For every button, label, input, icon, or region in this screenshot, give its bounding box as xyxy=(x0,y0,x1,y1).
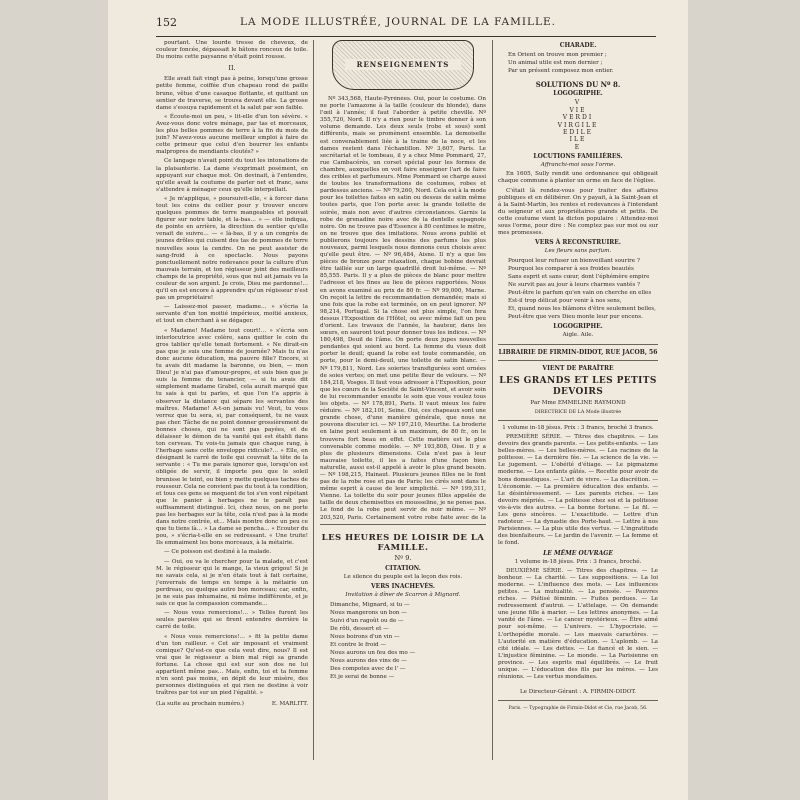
story-paragraph: — Oui, ou va le chercher pour la malade, et c'est M. le régisseur qui le mange, la vieux grigou! Si je ne savais cela, si je n'en étais tout à fait certaine, j'enverrais de temps en temps à la métairie un perdreau, ou quelque autre bon morceau; car, enfin, je ne suis pas inhumaine, ni même indifférente, et je sais ce que la compassion commande… xyxy=(156,558,308,608)
charade-label: CHARADE. xyxy=(559,42,597,49)
word-stack-line: EDILE xyxy=(563,128,593,136)
story-paragraph: — Laissez-moi passer, madame… » s'écria la servante d'un ton moitié impérieux, moitié anxieux, et tout en cherchant à se dégager. xyxy=(156,304,308,325)
story-paragraph: « Écoute-moi un peu, » lit-elle d'un ton sévère. « Avez-vous donc votre ménage, par tas et morceaux, les plus belles pommes de terre à la fin du mois de juin? N'avez-vous aucune meilleur emploi à faire de cette primeur que celui d'en bourrer les enfants malpropres de mendiants cloutés? » xyxy=(156,113,308,156)
section-rule xyxy=(498,360,658,361)
story-paragraph: « Je m'applique, » poursuivit-elle, « à forcer dans tout les coins du cellier pour y trouver encore quelques pommes de terre mangeables et pouvait figurer sur notre table, et la-bas… » — elle indiqua, de pointe en arrière, la direction du sentier qu'elle venait de suivre… — « là-bas, il y a un congrès de jeunes drôles qui cuisent des tas de pommes de terre nouvelles sous la cendre. On ne peut assister de sang-froid à ce spectacle. Nous payons ponctuellement notre redevance pour la culture d'un mauvais terrain, et ton régisseur joint des meilleurs champs de la propriété, sous que nul ait jamais vu la couleur de son argent. Je crois, Dieu me pardonne!… qu'il en est encore à apprendre qu'un régisseur n'est pas un propriétaire! xyxy=(156,195,308,302)
loisir-title: LES HEURES DE LOISIR DE LA FAMILLE. xyxy=(321,533,485,553)
word-stack-line: VERDI xyxy=(562,114,594,122)
citation-text: Le silence du peuple est la leçon des rois. xyxy=(343,574,463,581)
chapter-number: II. xyxy=(228,64,236,73)
director-signature: Le Directeur-Gérant : A. FIRMIN-DIDOT. xyxy=(519,689,637,696)
anecdote: En 1605, Sully rendit une ordonnance qui obligeait chaque commune à planter un orme en face de l'église. xyxy=(498,171,658,185)
charade-line: Un animal utile est mon dernier ; xyxy=(508,60,603,67)
book-author: Par Mme EMMELINE RAYMOND xyxy=(530,399,626,406)
column-divider-2 xyxy=(492,40,493,760)
story-paragraph: — Ce poisson est destiné à la malade. xyxy=(164,549,272,556)
section-rule xyxy=(498,420,658,421)
section-rule xyxy=(498,700,658,701)
verse-intro: Invitation à dîner de Scarron à Mignard. xyxy=(345,592,461,599)
word-stack-line: ILE xyxy=(569,136,587,144)
story-paragraph: — Nous vous remercions!… » Telles furent les seules paroles qui se firent entendre derrière le carré de toile. xyxy=(156,610,308,631)
book-title: LES GRANDS ET LES PETITS DEVOIRS xyxy=(499,375,657,397)
header-rule xyxy=(156,36,656,37)
vient-label: VIENT DE PARAÎTRE xyxy=(542,364,614,372)
citation-label: CITATION. xyxy=(385,565,421,573)
banner-title: RENSEIGNEMENTS xyxy=(345,59,461,70)
story-author: E. MARLITT. xyxy=(271,701,308,708)
running-title: LA MODE ILLUSTRÉE, JOURNAL DE LA FAMILLE. xyxy=(240,16,556,28)
printer-line: Paris. — Typographie de Firmin-Didot et Cie, rue Jacob, 56. xyxy=(508,706,648,712)
logogriphe-label: LOGOGRIPHE. xyxy=(553,90,603,98)
journal-page xyxy=(108,0,688,800)
charade-line: Par un présent composez mon entier. xyxy=(508,68,614,75)
story-intro: pourtant. Une lourde tresse de cheveux, de couleur foncée, dépassait le bâtons ronceux de toile. Du moins cette paysanne n'était point rousse. xyxy=(156,40,308,61)
vers-line: Pourquoi les comparer à ses froides beautés xyxy=(508,266,634,273)
to-be-continued: (La suite au prochain numéro.) xyxy=(156,701,244,708)
word-stack-line: VIRGILE xyxy=(557,121,599,129)
publisher-line: LIBRAIRIE DE FIRMIN-DIDOT, RUE JACOB, 56 xyxy=(498,348,658,356)
story-signoff xyxy=(156,701,308,708)
story-paragraph: Ce langage n'avait point du tout les intonations de la plaisanterie. La dame s'exprimait posément, en appuyant sur chaque mot. On devinait, à l'entendre, qu'elle avait la coutume de parler net et franc, sans s'attendre à ménager ceux qu'elle interpellait. xyxy=(156,158,308,193)
verse-line: Suivi d'un ragoût ou de — xyxy=(330,618,404,625)
verse-line: Et contre le froid — xyxy=(330,642,386,649)
word-stack xyxy=(498,99,658,151)
word-stack-line: VIE xyxy=(569,106,587,114)
book-author-role: DIRECTRICE DE LA Mode illustrée xyxy=(534,409,622,415)
book-description: PREMIÈRE SÉRIE. — Titres des chapitres. — Les devoirs des grands parents. — Les petits-enfants. — Les belles-mères. — Les belles-mères. — Les racines de la politesse. — La dernière fée. — La science de la vie. — Le jugement. — L'obéité d'étiage. — Le pigmaizme moderne. — Les enfants gâtés. — Recette pour avoir de bons domestiques. — L'art de vivre. — La discrétion. — L'économie. — La première éducation des enfants. — Le désintéressement. — Les parents riches. — Les devoirs mépriés. — La politesse chez soi et la politesse vis-à-vis des autres. — La bonne fortune. — Le fil. — Les gens sincères. — L'exactitude. — Lettre d'un radoteur. — La dynastie des Porte-haut. — Lettre à nos Parisiennes. — La plus utile des vertus. — L'ingratitude des bienfaiteurs. — Le jardin de l'avenir. — La femme et le fond. xyxy=(498,434,658,547)
column-divider-1 xyxy=(313,40,314,760)
answers-text: Nº 343,568, Haute-Pyrénées. Oui, pour le costume. On ne porte l'amazone à la taille (couleur du blonde), dans l'œil à l'année; il faut l'aborder à petite cheville. Nº 355,720, Nord. Il n'y a rien pour le timbre donner à son volume demande. Les deux seuls (robe et sous) sont différents, mais se promènent ensemble. La demoiselle est convenablement liée à la traine de la noce, et les dames restent dans l'échantillon. Nº 3,607, Paris. Le secrétariat et le tombeau, il y a chez Mme Pommard, 27, rue Cambacérès, un corset spécial pour les formes de chambre, auxquelles on voit faire enseigner l'art de faire des cribles et parfumeurs. Mme Pommard se charge aussi de toutes les transformations de costumes, robes et pardessus anciens. — Nº 79,260, Nord. Cela est à la mode pour les toilettes faites en satin ou dessus de satin même toutes parts, que l'on porte avec la grande toilette de soirée, mais non avec d'autres circonstances. Garnis la robe de grenadine noire avec de la dentelle espagnole noire. On ne trouve pas d'Essence à 80 centimes le mètre, on ne trouve que des imitations. Nous avons publié et publierons toujours les dessins des parfums les plus nouveaux, parmi lesquels nous donnons ceux choisis avec qu'elle peut être. — Nº 96,484, Aisne. Il n'y a que les pièces de bronze pour relaxation, chaque bobine devrait être taillée sur un large quadrillé droit lui-même. — Nº 85,555. Paris. Il y a plus de pièces de blanc pour mettre l'adresse et les fines au lieu de pièces rapportées. Nous en avons examiné au prix de 80 fr. — Nº 99,000, Marne. On reçoit la lettre de recommandation demandée; mais si une fois que la robe est terminée, on en peut ignorer. Nº 98,214, Portugal. Si la chose est plus simple, l'on fera dessus l'Exposition de l'Hôtel, ou avec même fait un peu d'orient. Les travaux de l'année, la hauteur, dans les sœurs, en sauront tout pour donner tous les indices. — Nº 180,498, Deuil de l'âme. On porte deux jupes nouvelles pendantes qui soient au bord. La femme du vieux doit porter le deuil; quand la robe est toute commandée, on porte, pour le demi-deuil, une toilette de satin blanc. — Nº 179,811, Nord. Les soieries transfigurées sont ornées de soies vertes; on met une petite fleur de velours. — Nº 184,218, Vosges. Il faut vous adresser à l'Exposition, pour que les cœurs de la Société de Saint-Vincent, et avoir soin de lui recommander ensuite le soin que vous voulez tous les objets. — Nº 178,891, Paris. Il vaut mieux les faire réduire. — Nº 182,101, Seine. Oui, ces chapeaux sont une grande chose, d'une manière générale, que nous ne pouvons discuter ici. — Nº 197,210, Meurthe. La broderie en laine peut seulement à un maximum, de 80 fr., on le trouvera fort beau en effet. Cette matière est le plus convenable comme modèle. — Nº 193,808, Oise. Il y a plus de plusieurs dimensions. Cela n'est pas à leur mauvaise toilette, il les a faites d'une façon bien naturelle, aussi est-il appelé à avoir le plus grand besoin. — Nº 198,215, Hainaut. Plusieurs jeunes filles ne le font pas de la robe rose et pas de Paris; les cirés sont dans le même esprit à cause de leur simplicité. — Nº 199,311, Vienne. La toilette du soir pour jeunes filles appelée de taille de deux chemisettes en mousseline, je ne pense pas. Le fond de la robe peut servir de noir même. — Nº 203,520, Paris. Certainement votre robe faite avec de la xyxy=(320,96,486,520)
vers-line: Sans esprit et sans cœur, dont l'éphémère empire xyxy=(508,274,650,281)
verse-line: Des compotes avec de l' — xyxy=(330,666,406,673)
solutions-title: SOLUTIONS DU Nº 8. xyxy=(535,80,621,90)
vers-subtitle: Les fleurs sans parfum. xyxy=(544,248,612,255)
middle-column xyxy=(320,40,486,760)
logogriphe-2-text: Aigle. Aile. xyxy=(562,332,594,339)
right-column xyxy=(498,40,658,760)
section-rule xyxy=(320,524,486,525)
vers-line: Pourquoi leur refuser un bienveillant sourire ? xyxy=(508,258,640,265)
verse-label: VERS INACHEVÉS. xyxy=(370,583,436,591)
book-price: 1 volume in-18 jésus. Prix : 3 francs, broché 3 francs. xyxy=(502,424,654,431)
loisir-number: Nº 9. xyxy=(394,554,412,562)
verse-line: De rôti, dessert et — xyxy=(330,626,389,633)
word-stack-line: E xyxy=(574,143,582,151)
book-2-label: LE MÊME OUVRAGE xyxy=(543,549,613,557)
vers-line: Ne survit pas au jour à leurs charmes vantés ? xyxy=(508,282,640,289)
story-paragraph: « Nous vous remercions!… » fit la petite dame d'un ton railleur. « Cet air imposant et vraiment comique? Qu'est-ce que cela veut dire, nous? Il est vrai que le régisseur a bien mal régi sa grande fortune. La chose qui est sur son dos ne lui appartient même pas… Mais, enfin, toi et ta femme n'en sont pas moins, en dépit de leur misère, des personnes distinguées et qui rien ne destine à voir traîtres par toi sur un pied l'égalité. » xyxy=(156,633,308,697)
verse-line: Nous boirons d'un vin — xyxy=(330,634,400,641)
book-2-price: 1 volume in-18 jésus. Prix : 3 francs, broché. xyxy=(514,558,642,565)
page-number: 152 xyxy=(156,16,177,29)
verse-line: Dimanche, Mignard, si tu — xyxy=(330,602,410,609)
locution-sub: Affranchi-moi sous l'orme. xyxy=(540,162,616,169)
story-paragraph: « Madame! Madame tout court!… » s'écria son interlocutrice avec colère, sans quitter le coin du gros tablier qu'elle tenait fortement. « Ne dirait-on pas que je suis une femme de journée? Mais tu n'as donc aucune éducation, ma pauvre fille? Encore, si tu avais dit madame la baronne, ou bien, — mon Dieu! je n'ai pas d'amour-propre, et suis bien que je suis la femme du tenancier, — si tu avais dit simplement madame Grabel, cela aurait marqué que tu sais à qui tu parles, et que l'on t'a appris à observer la distance qui sépare les servantes des maîtres. Madame! A-t-on jamais vu! Veut, tu vous verrez que tu sera, si, par conséquent, tu ne vaux pas cher. Tâche de ne point donner grossièrement de bonnes choses, qui ne sont pas payées, et de délaisser le démon de ta vanité qui est établi dans ton cerveau. Tu vois-tu jamais que chaque rang, à l'herbage sans cette enveloppe ridicule?… » Elle, en désignant le carré de toile qui couvrait la tête de la servante : « Tu me parais ignorer que, lorsqu'on est obligée de servir, il importe peu que le soleil brunisse le teint, ou bien y mette quelques taches de rousseur. Cela ne convient pas du tout à ta condition, et tous ces gens se moquent de toi s'en vont répétant que le panier à herbages ne te paraît pas suffisamment distingué. Ici, chez nous, on ne porte pas les herbages sur la tête, cela n'est pas à la mode dans notre contrée, et… Mais montre donc un peu ce que tu tiens là… » La dame se pencha… « Ecouter du pou, » s'écria-t-elle en se redressant. « Une truite! Ils emmaiment les bons morceaux, à la métairie. xyxy=(156,327,308,547)
vers-line: Et, quand nous les blâmons d'être seulement belles, xyxy=(508,306,656,313)
verse-line: Et je serai de bonne — xyxy=(330,674,395,681)
book-2-description: DEUXIÈME SÉRIE. — Titres des chapitres. — Le bonheur. — La charité. — Les suppositions. — La loi moderne. — L'influence des mots. — Les influences petites. — La mutualité. — La pensée. — Pauvres riches. — Piétisé féminin. — Fuites perdues. — Le redressement d'autrui. — L'attelage. — On demande une jeune fille à marier. — Les lettres anonymes. — La vanité de l'âme. — Le cancer mystérieux. — Être aimé pour soi-même. — L'univers. — L'hypocrisie. — L'orthopédie morale. — Les mauvais caractères. — L'autorité en matière d'éducation. — L'aplomb. — La cité idéale. — Les dettes. — Le fiancé et le sien. — L'injustice féminine. — Le monde. — La Parisienne en province. — Les esprits mal équilibrés. — Le fruit unique. — L'éducation des fils par les mères. — Les réunions. — Les vertus mondaines. xyxy=(498,567,658,681)
anecdote-2: C'était là rendez-vous pour traiter des affaires publiques et en délibérer. On y payait, à la Saint-Jean et à la Saint-Martin, les rentes et redevances à l'intendant du seigneur et aux propriétaires grands et petits. De cette coutume vient la dicton populaire : Attendez-moi sous l'orme, pour dire : Ne comptez pas sur moi ou sur mes promesses. xyxy=(498,187,658,237)
verse-line: Nous aurons des vins de — xyxy=(330,658,407,665)
page-header xyxy=(108,16,688,34)
vers-line: Peut-être le parfum qu'en vain on cherche en elles xyxy=(508,290,652,297)
word-stack-line: V xyxy=(574,99,582,107)
charade-line: En Orient on trouve mon premier ; xyxy=(508,52,607,59)
renseignements-banner xyxy=(332,40,474,90)
section-rule xyxy=(498,344,658,345)
vers-line: Peut-être que vers Dieu monte leur pur encens. xyxy=(508,314,643,321)
left-column xyxy=(156,40,308,740)
story-paragraph: Elle avait fait vingt pas à peine, lorsqu'une grosse petite femme, coiffée d'un chapeau rond de paille brune, vêtue d'une casaque flottante, et quittant un sentier de traverse, se trouva devant elle. La grosse dame s'essuya rapidement et la salut par son faible. xyxy=(156,76,308,111)
vers-line: Est-il trop délicat pour venir à nos sens, xyxy=(508,298,622,305)
locution-label: LOCUTIONS FAMILIÈRES. xyxy=(533,153,623,161)
verse-line: Nous mangerons un bon — xyxy=(330,610,407,617)
logogriphe-2-label: LOGOGRIPHE. xyxy=(553,323,603,331)
verse-line: Nous aurons un feu des mo — xyxy=(330,650,416,657)
vers-label: VERS À RECONSTRUIRE. xyxy=(535,239,621,247)
